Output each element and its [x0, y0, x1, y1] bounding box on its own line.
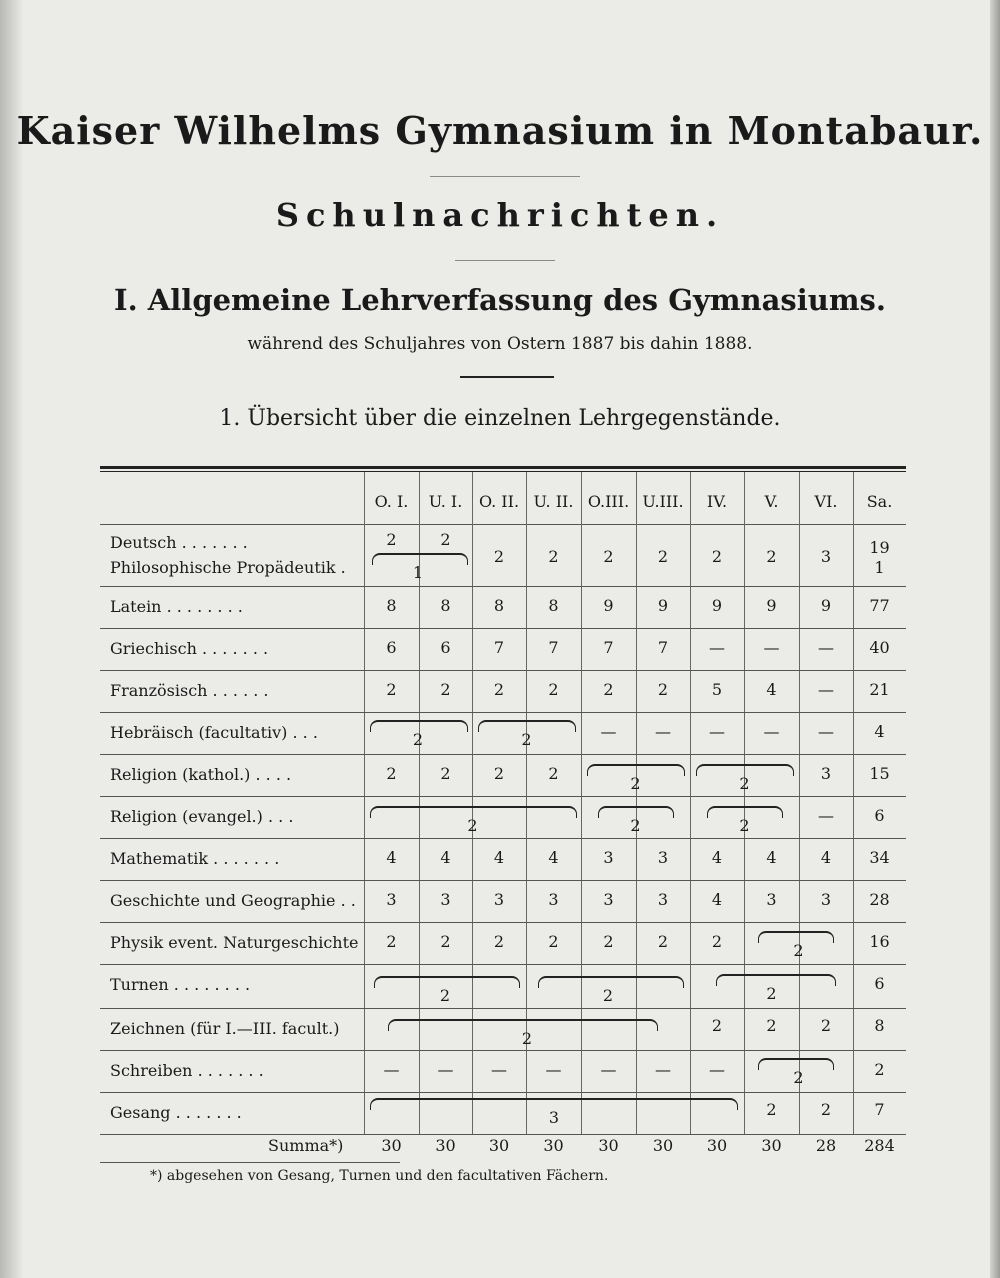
table-cell: 2	[440, 530, 451, 549]
row-rule	[100, 586, 906, 587]
table-cell: —	[545, 1060, 562, 1079]
header-rule	[100, 524, 906, 525]
table-cell: 2	[711, 932, 723, 951]
table-cell: 3	[657, 890, 669, 909]
row-total: 6	[874, 974, 885, 993]
table-cell: 4	[820, 848, 832, 867]
table-cell: 2	[766, 547, 777, 566]
title-ornament	[430, 176, 580, 177]
table-cell: 7	[548, 638, 559, 657]
table-cell: —	[709, 1060, 725, 1079]
merged-cell: 2	[739, 774, 750, 793]
table-cell: 2	[657, 547, 669, 566]
table-cell: 2	[548, 547, 559, 566]
page-edge	[990, 0, 1000, 1278]
table-cell: 2	[440, 680, 451, 699]
table-cell: 2	[766, 1016, 777, 1035]
table-cell: 2	[548, 680, 559, 699]
table-caption: 1. Übersicht über die einzelnen Lehrgegenstände.	[219, 406, 781, 431]
row-rule	[100, 922, 906, 923]
table-cell: 2	[548, 764, 559, 783]
row-total: 19	[869, 538, 890, 557]
table-cell: 3	[603, 890, 614, 909]
footnote-rule	[100, 1162, 400, 1163]
row-total: 28	[869, 890, 890, 909]
merged-cell: 2	[467, 816, 478, 835]
table-cell: 9	[820, 596, 832, 615]
table-cell: —	[818, 722, 834, 741]
table-cell: 4	[386, 848, 397, 867]
table-top-rule	[100, 466, 906, 469]
row-label: Geschichte und Geographie . .	[110, 891, 356, 910]
row-rule	[100, 670, 906, 671]
table-cell: 7	[657, 638, 669, 657]
table-cell: 2	[603, 547, 614, 566]
table-cell: 6	[440, 638, 451, 657]
merged-cell: 2	[793, 941, 804, 960]
row-total: 15	[869, 764, 890, 783]
row-label: Latein . . . . . . . .	[110, 597, 243, 616]
row-rule	[100, 838, 906, 839]
summa-cell: 30	[706, 1136, 728, 1155]
table-cell: 2	[440, 932, 451, 951]
row-total: 16	[869, 932, 890, 951]
merged-cell: 2	[793, 1068, 804, 1087]
table-cell: 2	[493, 932, 505, 951]
table-cell: 3	[493, 890, 505, 909]
row-rule	[100, 964, 906, 965]
row-total: 34	[869, 848, 890, 867]
row-rule	[100, 754, 906, 755]
row-label: Turnen . . . . . . . .	[110, 975, 251, 994]
row-rule	[100, 796, 906, 797]
summa-label: Summa*)	[268, 1136, 344, 1155]
row-rule	[100, 880, 906, 881]
table-cell: —	[818, 806, 834, 825]
table-cell: 2	[820, 1100, 832, 1119]
table-cell: 3	[766, 890, 777, 909]
summa-cell: 30	[761, 1136, 782, 1155]
footnote: *) abgesehen von Gesang, Turnen und den facultativen Fächern.	[150, 1168, 609, 1184]
summa-cell: 30	[652, 1136, 674, 1155]
table-cell: 2	[548, 932, 559, 951]
table-cell: 8	[440, 596, 451, 615]
table-cell: 5	[711, 680, 723, 699]
school-year-note: während des Schuljahres von Ostern 1887 bis dahin 1888.	[247, 334, 753, 354]
table-cell: 4	[548, 848, 559, 867]
merged-cell: 2	[412, 730, 424, 749]
row-total: 7	[874, 1100, 885, 1119]
col-header: O. II.	[478, 492, 520, 511]
table-cell: 2	[657, 932, 669, 951]
row-rule	[100, 628, 906, 629]
table-cell: 3	[820, 890, 832, 909]
merged-cell: 3	[548, 1108, 560, 1127]
col-header: O. I.	[374, 492, 409, 511]
table-cell: —	[709, 722, 725, 741]
row-total: 2	[874, 1060, 885, 1079]
table-cell: 4	[711, 848, 723, 867]
table-cell: 9	[711, 596, 723, 615]
row-rule	[100, 1092, 906, 1093]
table-cell: 2	[386, 932, 397, 951]
section-divider	[460, 376, 554, 378]
table-cell: 3	[440, 890, 451, 909]
table-cell: —	[437, 1060, 454, 1079]
table-cell: 2	[711, 547, 723, 566]
table-cell: 3	[820, 764, 832, 783]
summa-cell: 30	[598, 1136, 619, 1155]
table-cell: —	[818, 638, 834, 657]
table-cell: —	[818, 680, 834, 699]
merged-cell: 2	[630, 816, 641, 835]
table-cell: 2	[711, 1016, 723, 1035]
table-cell: 4	[493, 848, 505, 867]
table-cell: 3	[386, 890, 397, 909]
row-total: 21	[869, 680, 890, 699]
row-label: Religion (evangel.) . . .	[110, 807, 294, 826]
table-cell: 4	[766, 680, 777, 699]
table-cell: 3	[603, 848, 614, 867]
merged-cell: 2	[439, 986, 451, 1005]
table-cell: 7	[603, 638, 614, 657]
row-label: Gesang . . . . . . .	[110, 1103, 242, 1122]
table-cell: 2	[603, 932, 614, 951]
table-cell: 9	[657, 596, 669, 615]
row-label: Physik event. Naturgeschichte	[110, 933, 359, 952]
table-cell: 2	[386, 680, 397, 699]
table-cell: 3	[657, 848, 669, 867]
table-cell: 2	[603, 680, 614, 699]
row-label: Philosophische Propädeutik .	[110, 558, 346, 577]
table-cell: —	[763, 638, 780, 657]
row-label: Religion (kathol.) . . . .	[110, 765, 292, 784]
table-cell: 9	[766, 596, 777, 615]
summa-total: 284	[864, 1136, 895, 1155]
row-label: Französisch . . . . . .	[110, 681, 269, 700]
table-cell: 4	[711, 890, 723, 909]
table-cell: 2	[657, 680, 669, 699]
row-rule	[100, 1050, 906, 1051]
table-cell: 2	[493, 547, 505, 566]
merged-cell: 2	[521, 730, 532, 749]
table-cell: 2	[766, 1100, 777, 1119]
merged-cell: 2	[739, 816, 750, 835]
subtitle-ornament	[455, 260, 555, 261]
merged-cell: 1	[412, 563, 424, 582]
table-cell: 4	[766, 848, 777, 867]
table-cell: 2	[386, 530, 397, 549]
table-cell: —	[600, 1060, 617, 1079]
merged-cell: 2	[766, 984, 777, 1003]
page-subtitle: Schulnachrichten.	[275, 196, 725, 234]
table-top-rule-thin	[100, 471, 906, 472]
row-rule	[100, 1134, 906, 1135]
col-header: IV.	[706, 492, 728, 511]
summa-cell: 30	[381, 1136, 402, 1155]
table-cell: —	[491, 1060, 507, 1079]
col-header: Sa.	[866, 492, 893, 511]
table-cell: 2	[820, 1016, 832, 1035]
row-label: Schreiben . . . . . . .	[110, 1061, 264, 1080]
row-label: Griechisch . . . . . . .	[110, 639, 269, 658]
row-total: 6	[874, 806, 885, 825]
table-cell: 3	[548, 890, 559, 909]
table-cell: —	[383, 1060, 400, 1079]
row-total: 40	[869, 638, 890, 657]
table-cell: 2	[493, 680, 505, 699]
table-cell: 2	[440, 764, 451, 783]
table-cell: —	[655, 1060, 671, 1079]
summa-cell: 30	[543, 1136, 564, 1155]
col-header: V.	[764, 492, 779, 511]
book-spine-shadow	[0, 0, 24, 1278]
table-cell: —	[709, 638, 725, 657]
section-heading: I. Allgemeine Lehrverfassung des Gymnasiums.	[114, 283, 886, 317]
table-cell: 8	[548, 596, 559, 615]
table-cell: 7	[493, 638, 505, 657]
summa-cell: 30	[435, 1136, 456, 1155]
row-total: 77	[869, 596, 890, 615]
col-header: U. I.	[428, 492, 463, 511]
table-cell: —	[600, 722, 617, 741]
row-rule	[100, 1008, 906, 1009]
row-total: 4	[874, 722, 885, 741]
summa-cell: 28	[815, 1136, 837, 1155]
col-header: VI.	[814, 492, 838, 511]
row-total: 1	[874, 558, 885, 577]
table-cell: —	[763, 722, 780, 741]
table-cell: 3	[820, 547, 832, 566]
page-title: Kaiser Wilhelms Gymnasium in Montabaur.	[16, 108, 984, 153]
col-header: U.III.	[642, 492, 684, 511]
col-header: U. II.	[533, 492, 574, 511]
row-rule	[100, 712, 906, 713]
row-total: 8	[874, 1016, 885, 1035]
col-header: O.III.	[587, 492, 630, 511]
row-label: Deutsch . . . . . . .	[110, 533, 248, 552]
row-label: Zeichnen (für I.—III. facult.)	[110, 1019, 340, 1038]
table-cell: 8	[493, 596, 505, 615]
row-label: Hebräisch (facultativ) . . .	[110, 723, 318, 742]
merged-cell: 2	[602, 986, 614, 1005]
table-cell: 9	[603, 596, 614, 615]
merged-cell: 2	[521, 1029, 533, 1048]
merged-cell: 2	[630, 774, 641, 793]
summa-cell: 30	[488, 1136, 510, 1155]
table-cell: 2	[386, 764, 397, 783]
table-cell: 4	[440, 848, 451, 867]
table-cell: 8	[386, 596, 397, 615]
table-cell: —	[655, 722, 671, 741]
row-label: Mathematik . . . . . . .	[110, 849, 280, 868]
table-cell: 6	[386, 638, 397, 657]
table-cell: 2	[493, 764, 505, 783]
